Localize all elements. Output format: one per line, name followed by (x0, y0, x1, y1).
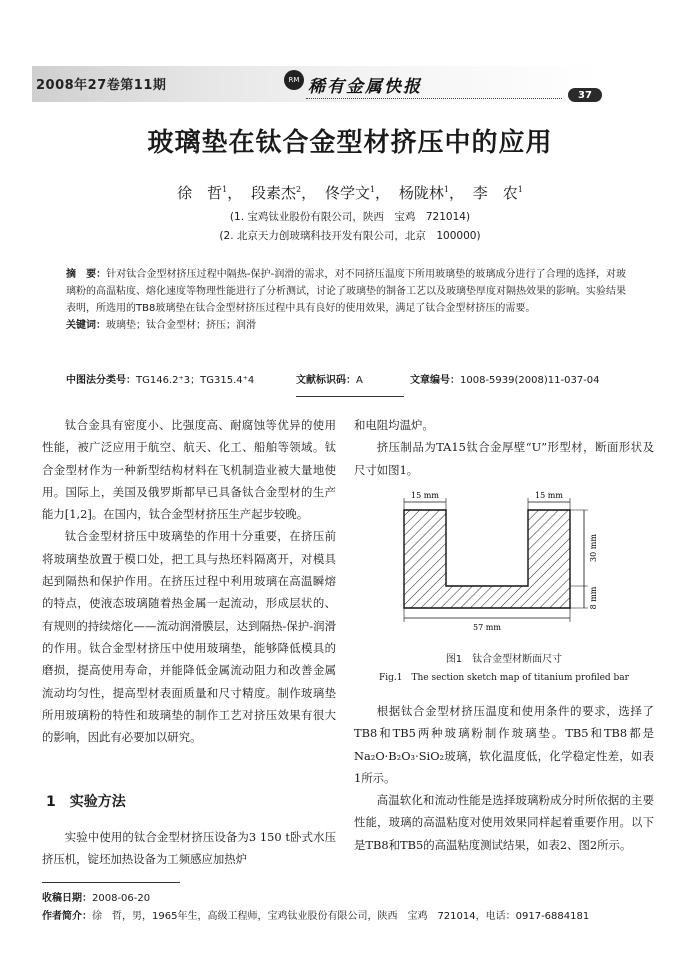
u-section-shape (404, 510, 570, 608)
abstract-separator (296, 396, 404, 397)
body-left-column-2 (42, 826, 336, 871)
body-right-column-2 (354, 700, 654, 856)
figure-caption-cn: 图1 钛合金型材断面尺寸 (445, 654, 563, 665)
paragraph: 钛合金型材挤压中玻璃垫的作用十分重要，在挤压前将玻璃垫放置于模口处，把工具与热坯料隔离开，对模具起到隔热和保护作用。在挤压过程中利用玻璃在高温瞬熔的特点，使液态玻璃随着热金属一起流动，形成层状的、有规则的持续熔化——流动润滑膜层，达到隔热-保护-润滑的作用。钛合金型材挤压中使用玻璃垫，能够降低模具的磨损，提高使用寿命，并能降低金属流动阻力和改善金属流动均匀性，提高型材表面质量和尺寸精度。制作玻璃垫所用玻璃粉的特性和玻璃垫的制作工艺对挤压效果有很大的影响，因此有必要加以研究。 (42, 529, 336, 745)
journal-logo-icon: RM (284, 70, 304, 90)
doc-code: 文献标识码：A (296, 375, 363, 386)
dim-label-right-upper: 30 mm (589, 534, 598, 562)
figure-u-profile (392, 488, 642, 636)
affiliation: (2. 北京天力创玻璃科技开发有限公司，北京 100000) (219, 230, 481, 242)
abstract-text: 针对钛合金型材挤压过程中隔热-保护-润滑的需求，对不同挤压温度下所用玻璃垫的玻璃成分进行了合理的选择，对玻璃粉的高温粘度、熔化速度等物理性能进行了分析测试，讨论了玻璃垫的制备工艺以及玻璃垫厚度对隔热效果的影响。实验结果表明，所选用的TB8玻璃垫在钛合金型材挤压过程中具有良好的使用效果，满足了钛合金型材挤压的需要。 (66, 269, 627, 314)
keywords-label: 关键词： (66, 320, 106, 331)
author: 佟学文$^1$， (324, 184, 391, 202)
author: 杨陇林$^1$， (398, 184, 464, 202)
paragraph: 高温软化和流动性能是选择玻璃粉成分时所依据的主要性能，玻璃的高温粘度对使用效果同样起着重要作用。以下是TB8和TB5的高温粘度测试结果，如表2、图2所示。 (354, 793, 654, 852)
body-left-column (42, 414, 336, 748)
author: 李 农$^1$ (472, 184, 523, 202)
author: 徐 哲$^1$， (177, 184, 243, 202)
author: 段素杰$^2$， (251, 184, 317, 202)
affiliation: (1. 宝鸡钛业股份有限公司，陕西 宝鸡 721014) (229, 211, 471, 223)
issue-info: 2008年27卷第11期 (36, 78, 167, 93)
footnote-rule (42, 882, 180, 883)
journal-name: 稀有金属快报 (308, 77, 422, 97)
received-date: 收稿日期：2008-06-20 (42, 893, 151, 904)
paragraph: 钛合金具有密度小、比强度高、耐腐蚀等优异的使用性能，被广泛应用于航空、航天、化工、船舶等领域。钛合金型材作为一种新型结构材料在飞机制造业被大量地使用。国际上，美国及俄罗斯都早已具备钛合金型材的生产能力[1,2]。在国内，钛合金型材挤压生产起步较晚。 (42, 418, 336, 522)
paragraph: 和电阻均温炉。 (354, 418, 434, 432)
paragraph: 实验中使用的钛合金型材挤压设备为3 150 t卧式水压挤压机，锭坯加热设备为工频感应加热炉 (42, 830, 336, 867)
section-heading: 1 实验方法 (46, 794, 126, 810)
author-list (0, 182, 700, 203)
dim-label-bottom: 57 mm (473, 623, 501, 632)
figure-caption-en: Fig.1 The section sketch map of titanium profiled bar (379, 673, 629, 683)
paragraph: 挤压制品为TA15钛合金厚壁“U”形型材，断面形状及尺寸如图1。 (354, 440, 654, 477)
dim-label-top-right: 15 mm (535, 491, 563, 500)
abstract-label: 摘 要： (66, 269, 107, 280)
keywords (66, 317, 626, 334)
clc: 中图法分类号：TG146.2⁺3；TG315.4⁺4 (66, 375, 255, 386)
dim-label-right-lower: 8 mm (589, 586, 598, 610)
article-id: 文章编号：1008-5939(2008)11-037-04 (410, 375, 600, 386)
author-bio: 作者简介：徐 哲，男，1965年生，高级工程师，宝鸡钛业股份有限公司，陕西 宝鸡 721014，电话：0917-6884181 (42, 911, 590, 922)
abstract-block (66, 266, 626, 334)
body-right-column (354, 414, 654, 481)
abstract (66, 266, 626, 317)
dim-label-top-left: 15 mm (411, 491, 439, 500)
page-number: 37 (568, 88, 602, 102)
article-title: 玻璃垫在钛合金型材挤压中的应用 (147, 128, 553, 158)
header-rule (306, 98, 562, 100)
paragraph: 根据钛合金型材挤压温度和使用条件的要求，选择了TB8和TB5两种玻璃粉制作玻璃垫。TB5和TB8都是Na₂O·B₂O₃·SiO₂玻璃，软化温度低，化学稳定性差，如表1所示。 (354, 704, 654, 785)
keywords-text: 玻璃垫；钛合金型材；挤压；润滑 (106, 320, 256, 331)
